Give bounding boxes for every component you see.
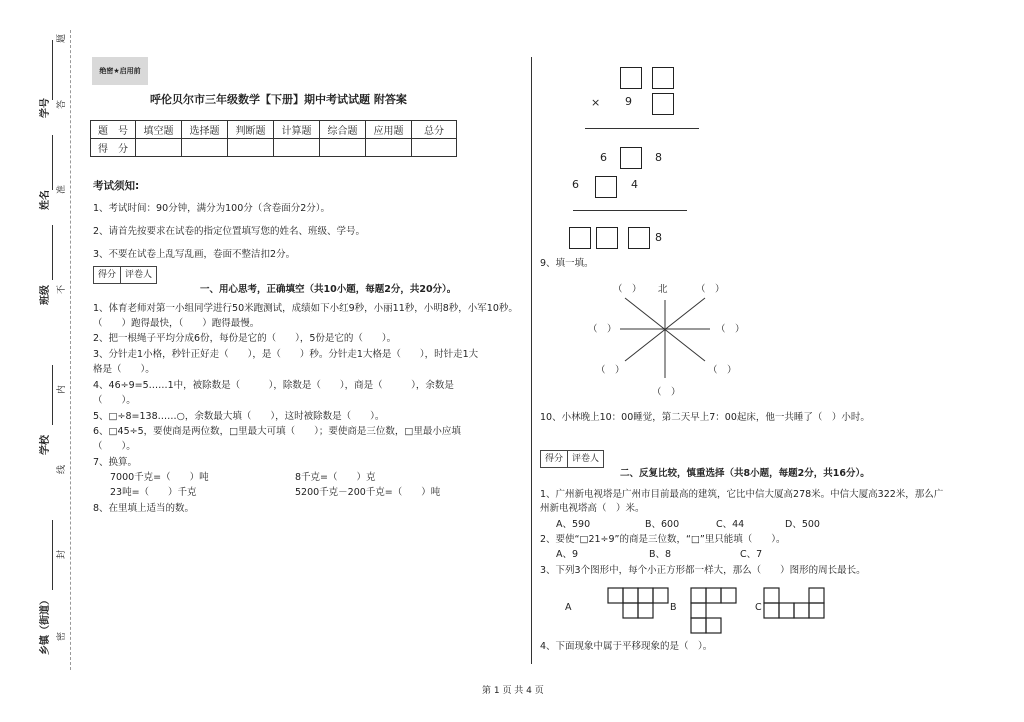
answer-box[interactable] xyxy=(620,147,642,169)
notes-item: 2、请首先按要求在试卷的指定位置填写您的姓名、班级、学号。 xyxy=(93,226,366,237)
answer-box[interactable] xyxy=(620,67,642,89)
question-line: 6、□45÷5，要使商是两位数，□里最大可填（ ）；要使商是三位数，□里最小应填 xyxy=(93,426,461,437)
student-id-line xyxy=(52,40,53,100)
answer-box[interactable] xyxy=(652,93,674,115)
compass-blank[interactable]: （ ） xyxy=(588,324,617,335)
binding-char: 答 xyxy=(57,99,68,110)
grader-box xyxy=(540,450,604,468)
section1-title: 一、用心思考，正确填空（共10小题，每题2分，共20分）。 xyxy=(200,284,457,295)
answer-box[interactable] xyxy=(595,176,617,198)
page-title: 呼伦贝尔市三年级数学【下册】期中考试试题 附答案 xyxy=(150,93,407,106)
notes-heading: 考试须知: xyxy=(93,180,140,192)
binding-char: 题 xyxy=(57,33,68,44)
question-line: 9、填一填。 xyxy=(540,258,594,269)
digit: 4 xyxy=(631,178,638,191)
option[interactable]: C、7 xyxy=(740,549,763,560)
score-table-header-row xyxy=(91,121,457,139)
township-label: 乡镇（街道） xyxy=(40,595,51,655)
digit: 9 xyxy=(625,95,632,108)
times-sign: × xyxy=(591,96,601,109)
grader-name-label: 评卷人 xyxy=(125,270,153,280)
question-line: 3、下列3个图形中，每个小正方形都一样大，那么（ ）图形的周长最长。 xyxy=(540,565,866,576)
question-line: 格是（ ）。 xyxy=(93,364,155,375)
compass-blank[interactable]: （ ） xyxy=(696,284,725,295)
score-input-cell[interactable] xyxy=(136,139,182,157)
digit: 6 xyxy=(572,178,579,191)
digit: 8 xyxy=(655,231,662,244)
question-line: （ ）跑得最快，（ ）跑得最慢。 xyxy=(93,318,260,329)
score-cell: 应用题 xyxy=(366,121,412,139)
option[interactable]: D、500 xyxy=(785,519,820,530)
score-input-cell[interactable] xyxy=(182,139,228,157)
option[interactable]: A、590 xyxy=(556,519,591,530)
binding-char: 内 xyxy=(57,384,68,395)
shape-b xyxy=(690,587,738,634)
option[interactable]: B、600 xyxy=(645,519,680,530)
class-label: 班级 xyxy=(40,285,51,305)
score-cell: 选择题 xyxy=(182,121,228,139)
conversion-item: 5200千克－200千克=（ ）吨 xyxy=(295,487,441,498)
score-cell: 填空题 xyxy=(136,121,182,139)
question-line: （ ）。 xyxy=(93,441,136,452)
conversion-item: 8千克=（ ）克 xyxy=(295,472,376,483)
score-cell: 计算题 xyxy=(274,121,320,139)
shape-c xyxy=(763,587,825,619)
question-line: （ ）。 xyxy=(93,395,136,406)
calc-line xyxy=(573,210,687,211)
question-line: 3、分针走1小格，秒针正好走（ ），是（ ）秒。分针走1大格是（ ），时针走1大 xyxy=(93,349,479,360)
question-line: 1、体育老师对第一小组同学进行50米跑测试，成绩如下小红9秒，小丽11秒，小明8秒，小军10秒。 xyxy=(93,303,518,314)
binding-dash-line xyxy=(70,30,71,670)
section2-title: 二、反复比较，慎重选择（共8小题，每题2分，共16分）。 xyxy=(620,468,870,479)
compass-blank[interactable]: （ ） xyxy=(613,284,642,295)
binding-char: 线 xyxy=(57,464,68,475)
answer-box[interactable] xyxy=(628,227,650,249)
name-line xyxy=(52,135,53,190)
question-line: 2、把一根绳子平均分成6份，每份是它的（ ），5份是它的（ ）。 xyxy=(93,333,397,344)
grader-score-label: 得分 xyxy=(94,267,121,283)
shape-label-a: A xyxy=(565,602,572,613)
page-footer: 第 1 页 共 4 页 xyxy=(482,686,544,696)
question-line: 10、小林晚上10：00睡觉，第二天早上7：00起床，他一共睡了（ ）小时。 xyxy=(540,412,870,423)
option[interactable]: C、44 xyxy=(716,519,745,530)
shape-label-c: C xyxy=(755,602,762,613)
conversion-item: 7000千克=（ ）吨 xyxy=(110,472,209,483)
score-table xyxy=(90,120,457,157)
digit: 8 xyxy=(655,151,662,164)
score-cell: 综合题 xyxy=(320,121,366,139)
binding-char: 准 xyxy=(57,184,68,195)
answer-box[interactable] xyxy=(569,227,591,249)
question-line: 4、下面现象中属于平移现象的是（ ）。 xyxy=(540,641,713,652)
score-cell: 判断题 xyxy=(228,121,274,139)
score-input-cell[interactable] xyxy=(320,139,366,157)
binding-char: 不 xyxy=(57,284,68,295)
score-table-score-row xyxy=(91,139,457,157)
score-input-cell[interactable] xyxy=(274,139,320,157)
notes-item: 3、不要在试卷上乱写乱画，卷面不整洁扣2分。 xyxy=(93,249,296,260)
calc-line xyxy=(585,128,699,129)
school-label: 学校 xyxy=(40,435,51,455)
notes-item: 1、考试时间：90分钟，满分为100分（含卷面分2分）。 xyxy=(93,203,331,214)
compass-blank[interactable]: （ ） xyxy=(596,365,625,376)
question-line: 8、在里填上适当的数。 xyxy=(93,503,195,514)
compass-diagram xyxy=(580,278,770,398)
question-line: 7、换算。 xyxy=(93,457,138,468)
column-divider xyxy=(531,57,532,664)
digit: 6 xyxy=(600,151,607,164)
binding-char: 封 xyxy=(57,549,68,560)
conversion-item: 23吨=（ ）千克 xyxy=(110,487,197,498)
secret-badge: 绝密★启用前 xyxy=(92,57,148,85)
option[interactable]: A、9 xyxy=(556,549,579,560)
answer-box[interactable] xyxy=(596,227,618,249)
binding-char: 密 xyxy=(57,631,68,642)
compass-blank[interactable]: （ ） xyxy=(716,324,745,335)
grader-box xyxy=(93,266,157,284)
grader-name-label: 评卷人 xyxy=(572,454,600,464)
shape-label-b: B xyxy=(670,602,677,613)
question-line: 4、46÷9=5……1中，被除数是（ ），除数是（ ），商是（ ），余数是 xyxy=(93,380,454,391)
score-input-cell[interactable] xyxy=(412,139,457,157)
school-line xyxy=(52,365,53,425)
shape-a xyxy=(607,587,669,619)
answer-box[interactable] xyxy=(652,67,674,89)
compass-blank[interactable]: （ ） xyxy=(652,387,681,398)
name-label: 姓名 xyxy=(40,190,51,210)
question-line: 州新电视塔高（ ）米。 xyxy=(540,503,645,514)
score-cell: 总分 xyxy=(412,121,457,139)
question-line: 5、□÷8=138……○，余数最大填（ ），这时被除数是（ ）。 xyxy=(93,411,385,422)
township-line xyxy=(52,520,53,590)
student-id-label: 学号 xyxy=(40,98,51,118)
question-line: 1、广州新电视塔是广州市目前最高的建筑，它比中信大厦高278米。中信大厦高322米，那么广 xyxy=(540,489,944,500)
score-input-cell[interactable] xyxy=(366,139,412,157)
grader-score-label: 得分 xyxy=(541,451,568,467)
score-input-cell[interactable] xyxy=(228,139,274,157)
compass-north: 北 xyxy=(658,284,668,295)
option[interactable]: B、8 xyxy=(649,549,672,560)
compass-blank[interactable]: （ ） xyxy=(708,365,737,376)
score-cell: 题 号 xyxy=(91,121,136,139)
score-cell: 得 分 xyxy=(91,139,136,157)
class-line xyxy=(52,225,53,280)
question-line: 2、要使“□21÷9”的商是三位数，“□”里只能填（ ）。 xyxy=(540,534,786,545)
